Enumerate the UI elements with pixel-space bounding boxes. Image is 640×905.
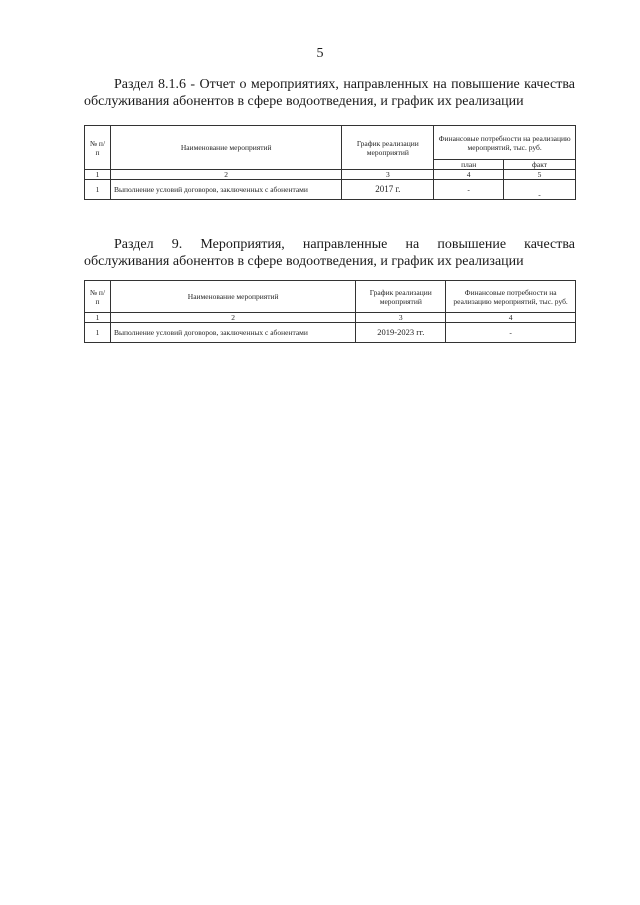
col-number: 1 (85, 170, 111, 180)
col-number: 1 (85, 313, 111, 323)
header-num: № п/п (85, 126, 111, 170)
section-8-1-6-heading-line1: Раздел 8.1.6 - Отчет о мероприятиях, направленных на повышение качества (114, 77, 575, 92)
section-9-table (84, 280, 576, 343)
table-header-row (85, 126, 576, 160)
col-number: 4 (446, 313, 576, 323)
col-number: 3 (342, 170, 434, 180)
cell-num: 1 (85, 180, 111, 200)
table-header-row (85, 281, 576, 313)
cell-plan: - (434, 180, 504, 200)
section-9-heading-line1: Раздел 9. Мероприятия, направленные на повышение качества (114, 237, 575, 252)
section-9-heading-line2: обслуживания абонентов в сфере водоотведения, и график их реализации (84, 254, 524, 269)
col-number: 5 (504, 170, 576, 180)
cell-fact: - (504, 180, 576, 200)
header-fact: факт (504, 160, 576, 170)
page-number: 5 (316, 46, 324, 61)
section-8-1-6-heading-line2: обслуживания абонентов в сфере водоотведения, и график их реализации (84, 94, 524, 109)
header-num: № п/п (85, 281, 111, 313)
section-8-1-6-table (84, 125, 576, 200)
cell-name: Выполнение условий договоров, заключенных с абонентами (110, 180, 341, 200)
column-number-row (85, 313, 576, 323)
header-finance: Финансовые потребности на реализацию мероприятий, тыс. руб. (446, 281, 576, 313)
table-row (85, 323, 576, 343)
cell-schedule: 2017 г. (342, 180, 434, 200)
header-schedule: График реализации мероприятий (342, 126, 434, 170)
col-number: 3 (356, 313, 446, 323)
header-plan: план (434, 160, 504, 170)
cell-name: Выполнение условий договоров, заключенных с абонентами (110, 323, 355, 343)
table-row (85, 180, 576, 200)
cell-schedule: 2019-2023 гг. (356, 323, 446, 343)
cell-num: 1 (85, 323, 111, 343)
section-8-1-6-heading (84, 76, 575, 110)
col-number: 4 (434, 170, 504, 180)
header-name: Наименование мероприятий (110, 281, 355, 313)
column-number-row (85, 170, 576, 180)
header-name: Наименование мероприятий (110, 126, 341, 170)
section-9-heading (84, 236, 575, 270)
header-schedule: График реализации мероприятий (356, 281, 446, 313)
header-finance: Финансовые потребности на реализацию мероприятий, тыс. руб. (434, 126, 576, 160)
col-number: 2 (110, 170, 341, 180)
cell-finance: - (446, 323, 576, 343)
col-number: 2 (110, 313, 355, 323)
